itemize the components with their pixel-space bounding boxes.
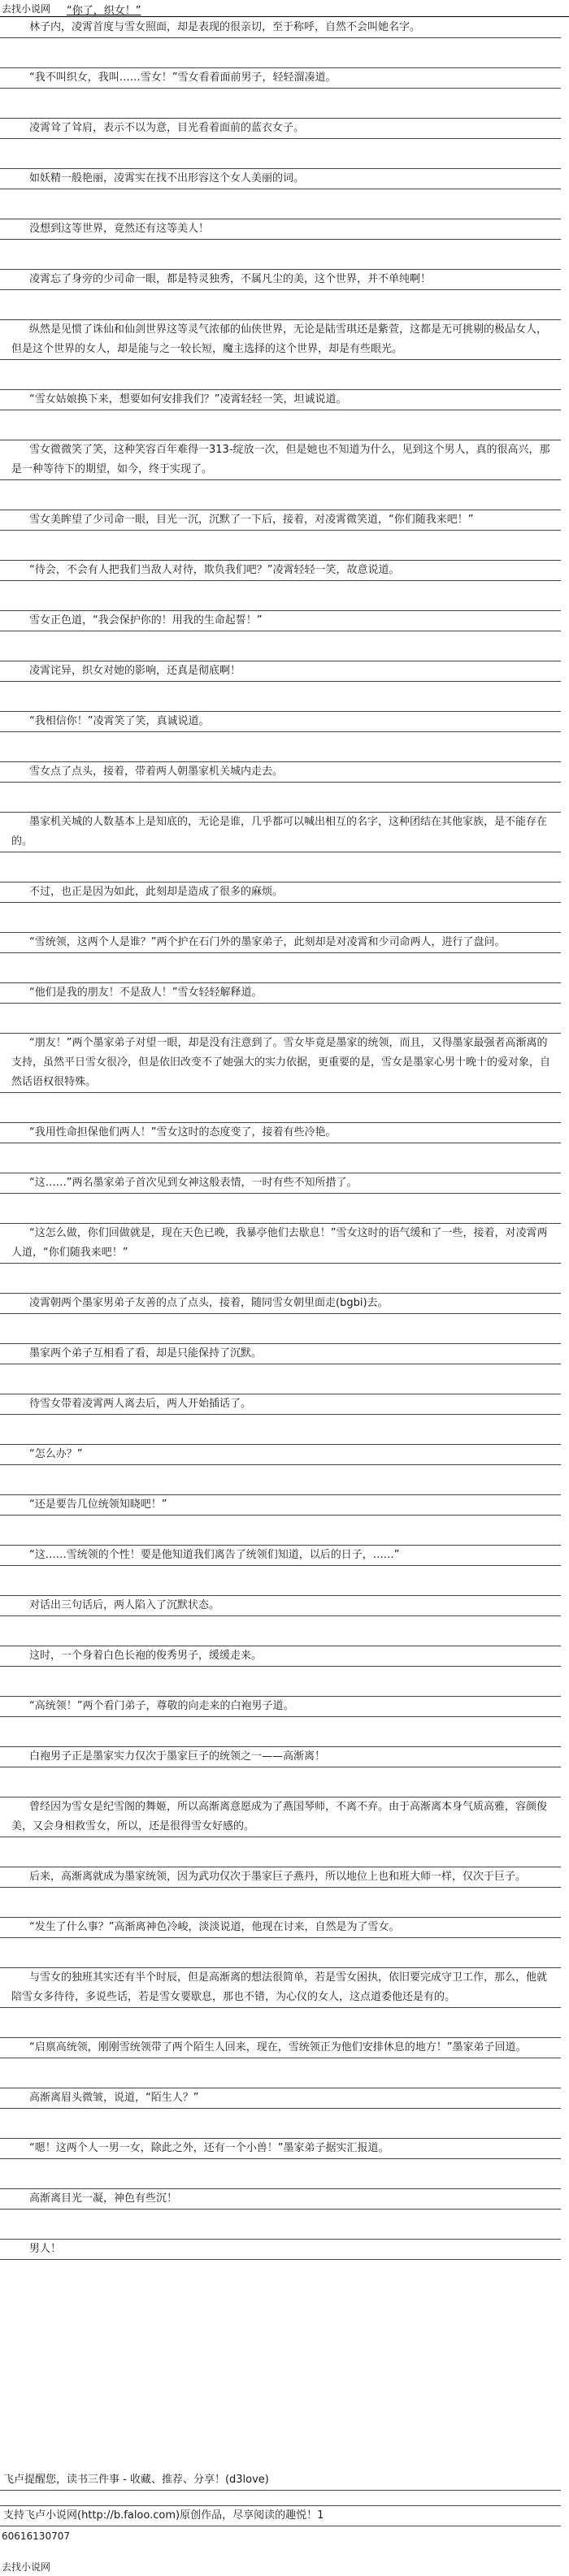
paragraph-spacer — [0, 903, 561, 933]
paragraph: 凌霄耸了耸肩，表示不以为意，目光看着面前的蓝衣女子。 — [0, 119, 561, 139]
footer — [0, 2470, 569, 2526]
paragraph: “我相信你！”凌霄笑了笑，真诚说道。 — [0, 712, 561, 732]
paragraph: 凌霄朝两个墨家男弟子友善的点了点头，接着，随同雪女朝里面走(bgbi)去。 — [0, 1294, 561, 1314]
paragraph-spacer — [0, 732, 561, 762]
paragraph: 雪女点了点头，接着，带着两人朝墨家机关城内走去。 — [0, 762, 561, 783]
paragraph: 如妖精一般艳丽，凌霄实在找不出形容这个女人美丽的词。 — [0, 169, 561, 189]
paragraph: 雪女美眸望了少司命一眼，目光一沉，沉默了一下后，接着，对凌霄微笑道，“你们随我来吧！” — [0, 510, 561, 531]
paragraph-spacer — [0, 480, 561, 510]
paragraph-spacer — [0, 1837, 561, 1867]
paragraph: “这怎么做，你们回做就是，现在天色已晚，我暴亭他们去歇息！”雪女这时的语气缓和了一些，接着，对凌霄两人道，“你们随我来吧！” — [0, 1224, 561, 1264]
paragraph: “朋友！”两个墨家弟子对望一眼，却是没有注意到了。雪女毕竟是墨家的统领，而且，又得墨家最强者高渐离的支持，虽然平日雪女很冷，但是依旧改变不了她强大的实力依据，更重要的是，雪女是墨家心男十晚十的爱对象，自然话语权很特殊。 — [0, 1034, 561, 1093]
paragraph-spacer — [0, 852, 561, 883]
paragraph: “待会，不会有人把我们当敌人对待，欺负我们吧？”凌霄轻轻一笑，故意说道。 — [0, 561, 561, 581]
paragraph: “还是要告几位统领知晓吧！” — [0, 1495, 561, 1516]
paragraph: 没想到这等世界，竟然还有这等美人！ — [0, 219, 561, 240]
paragraph-spacer — [0, 1093, 561, 1123]
paragraph: 墨家机关城的人数基本上是知底的，无论是谁，几乎都可以喊出相互的名字，这种团结在其他家族，是不能存在的。 — [0, 813, 561, 852]
paragraph-spacer — [0, 1717, 561, 1747]
footer-support: 支持飞卢小说网(http://b.faloo.com)原创作品，尽享阅读的趣悦！1 — [0, 2506, 561, 2526]
paragraph: “高统领！”两个看门弟子，尊敬的向走来的白袍男子道。 — [0, 1697, 561, 1717]
paragraph-spacer — [0, 1888, 561, 1918]
paragraph: “嗯！这两个人一男一女，除此之外，还有一个小兽！”墨家弟子据实汇报道。 — [0, 2139, 561, 2159]
paragraph-spacer — [0, 2008, 561, 2038]
paragraph: 凌霄诧异，织女对她的影响，还真是彻底啊！ — [0, 661, 561, 682]
paragraph: 凌霄忘了身旁的少司命一眼，都是特灵独秀，不属凡尘的美，这个世界，并不单纯啊！ — [0, 270, 561, 290]
paragraph-spacer — [0, 1194, 561, 1224]
paragraph-spacer — [0, 1314, 561, 1344]
paragraph: 不过，也正是因为如此，此刻却是造成了很多的麻烦。 — [0, 883, 561, 903]
paragraph-spacer — [0, 240, 561, 270]
paragraph-spacer — [0, 2159, 561, 2189]
paragraph: “我用性命担保他们两人！”雪女这时的态度变了，接着有些冷艳。 — [0, 1123, 561, 1143]
paragraph-spacer — [0, 1767, 561, 1798]
paragraph-spacer — [0, 1616, 561, 1646]
paragraph: “这……”两名墨家弟子首次见到女神这般表情，一时有些不知所措了。 — [0, 1173, 561, 1194]
paragraph: 男人！ — [0, 2240, 561, 2260]
paragraph-spacer — [0, 2109, 561, 2139]
paragraph: “这……雪统领的个性！要是他知道我们离告了统领们知道，以后的日子，……” — [0, 1546, 561, 1566]
paragraph: 纵然是见惯了诛仙和仙剑世界这等灵气浓郁的仙侠世界，无论是陆雪琪还是紫萱，这都是无可挑剔的极品女人，但是这个世界的女人，却是能与之一较长短，魔主选择的这个世界，却是有些眼光。 — [0, 320, 561, 360]
paragraph: “发生了什么事？”高渐离神色冷峻，淡淡说道，他现在讨来，自然是为了雪女。 — [0, 1918, 561, 1938]
paragraph: 这时，一个身着白色长袍的俊秀男子，缓缓走来。 — [0, 1646, 561, 1667]
footer-id: 60616130707 — [2, 2530, 70, 2542]
paragraph-spacer — [0, 1938, 561, 1968]
footer-spacer — [0, 2491, 561, 2506]
paragraph: 白袍男子正是墨家实力仅次于墨家巨子的统领之一——高渐离！ — [0, 1747, 561, 1767]
paragraph: 高渐离眉头微皱，说道，“陌生人？” — [0, 2088, 561, 2109]
paragraph-spacer — [0, 89, 561, 119]
paragraph-spacer — [0, 290, 561, 320]
footer-site-name: 去找小说网 — [2, 2561, 51, 2573]
chapter-content — [0, 18, 569, 2260]
paragraph-spacer — [0, 2210, 561, 2240]
paragraph-spacer — [0, 189, 561, 219]
paragraph-spacer — [0, 38, 561, 68]
paragraph: “雪统领，这两个人是谁？”两个护在石门外的墨家弟子，此刻却是对凌霄和少司命两人，进行了盘问。 — [0, 933, 561, 953]
paragraph: “他们是我的朋友！不是敌人！”雪女轻轻解释道。 — [0, 983, 561, 1004]
paragraph: “怎么办？” — [0, 1445, 561, 1465]
paragraph: 雪女微微笑了笑，这种笑容百年难得一313-绽放一次，但是她也不知道为什么，见到这个男人，真的很高兴，那是一种等待下的期望，如今，终于实现了。 — [0, 440, 561, 480]
paragraph-spacer — [0, 953, 561, 983]
paragraph-spacer — [0, 1516, 561, 1546]
paragraph: 林子内，凌霄首度与雪女照面，却是表现的很亲切，至于称呼，自然不会叫她名字。 — [0, 18, 561, 38]
paragraph-spacer — [0, 581, 561, 611]
paragraph-spacer — [0, 1364, 561, 1394]
paragraph-spacer — [0, 1465, 561, 1495]
paragraph: 墨家两个弟子互相看了看，却是只能保持了沉默。 — [0, 1344, 561, 1364]
paragraph: 对话出三句话后，两人陷入了沉默状态。 — [0, 1596, 561, 1616]
paragraph-spacer — [0, 139, 561, 169]
paragraph: 后来，高渐离就成为墨家统领，因为武功仅次于墨家巨子燕丹，所以地位上也和班大师一样，仅次于巨子。 — [0, 1867, 561, 1888]
paragraph-spacer — [0, 1566, 561, 1596]
paragraph: 雪女正色道，“我会保护你的！用我的生命起誓！” — [0, 611, 561, 631]
header-bar — [0, 0, 569, 17]
paragraph-spacer — [0, 410, 561, 440]
paragraph-spacer — [0, 1667, 561, 1697]
paragraph-spacer — [0, 1415, 561, 1445]
paragraph: 与雪女的独班其实还有半个时辰，但是高渐离的想法很简单，若是雪女困执，依旧要完成守卫工作，那么，他就陪雪女多待待，多说些话，若是雪女要歇息，那也不错，为心仪的女人，这点道委他还是有的。 — [0, 1968, 561, 2008]
paragraph-spacer — [0, 1143, 561, 1173]
chapter-title: “你了，织女！” — [67, 5, 141, 17]
paragraph: 待雪女带着凌霄两人离去后，两人开始插话了。 — [0, 1394, 561, 1415]
paragraph-spacer — [0, 783, 561, 813]
footer-reminder: 飞卢提醒您，读书三件事 - 收藏、推荐、分享！(d3love) — [0, 2470, 561, 2491]
paragraph-spacer — [0, 1264, 561, 1294]
paragraph: “启禀高统领，刚刚雪统领带了两个陌生人回来，现在，雪统领正为他们安排休息的地方！”墨家弟子回道。 — [0, 2038, 561, 2058]
paragraph-spacer — [0, 2058, 561, 2088]
paragraph-spacer — [0, 531, 561, 561]
paragraph-spacer — [0, 1004, 561, 1034]
site-name: 去找小说网 — [2, 3, 51, 15]
paragraph-spacer — [0, 360, 561, 390]
paragraph: 曾经因为雪女是纪雪阁的舞姬，所以高渐离意愿成为了燕国琴师，不离不弃。由于高渐离本身气质高雅，容颜俊美，又会身相救雪女，所以，还是很得雪女好感的。 — [0, 1798, 561, 1837]
paragraph: 高渐离目光一凝，神色有些沉！ — [0, 2189, 561, 2210]
paragraph: “我不叫织女，我叫……雪女！”雪女看着面前男子，轻轻溜凑道。 — [0, 68, 561, 89]
paragraph: “雪女姑娘换下来，想要如何安排我们？”凌霄轻轻一笑，坦诚说道。 — [0, 390, 561, 410]
paragraph-spacer — [0, 631, 561, 661]
paragraph-spacer — [0, 682, 561, 712]
